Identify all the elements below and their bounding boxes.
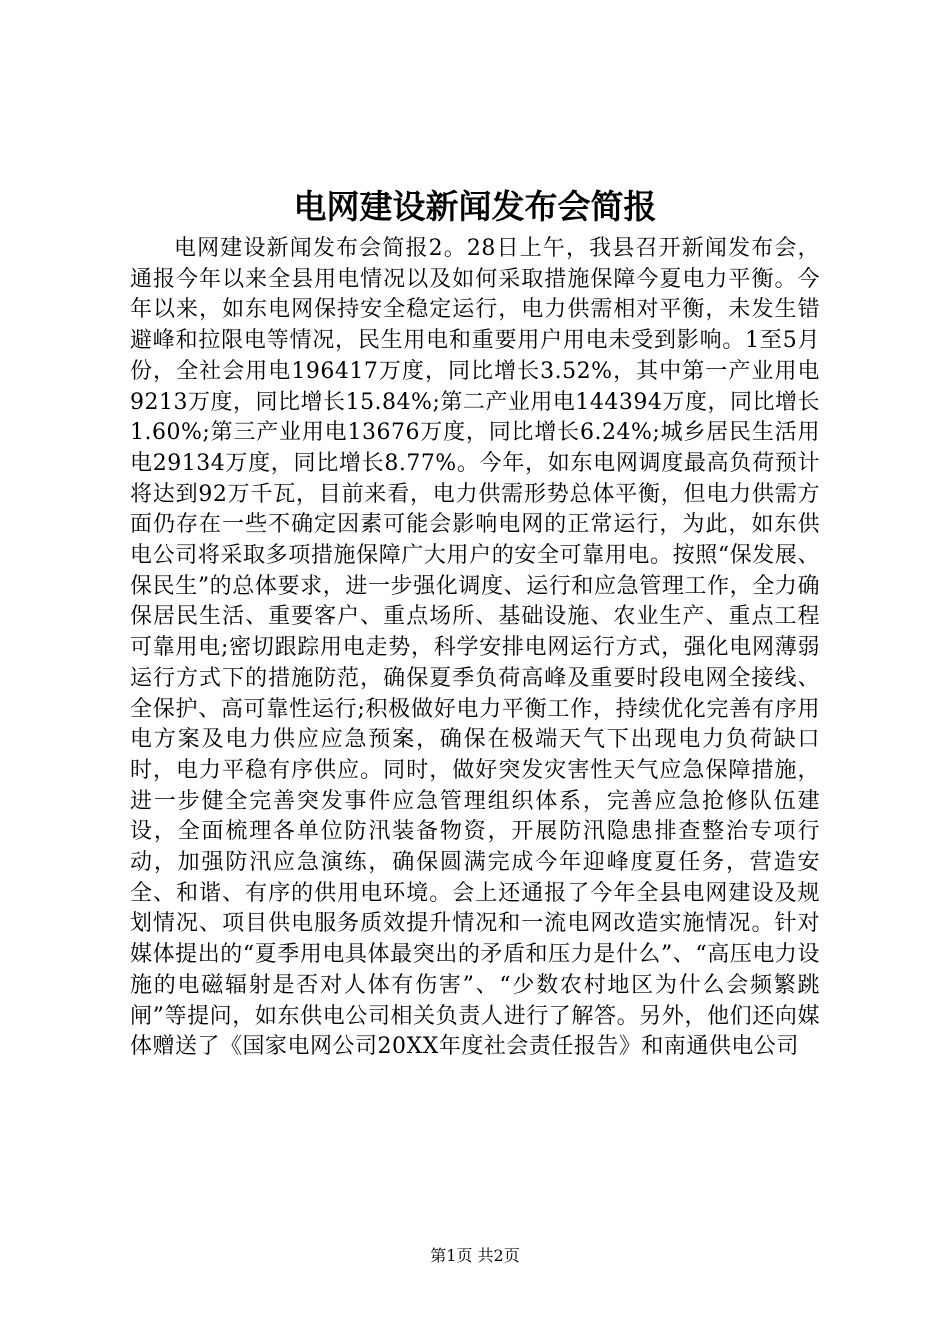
document-title: 电网建设新闻发布会简报 [293, 187, 657, 226]
page-footer: 第1页 共2页 [430, 1246, 520, 1265]
document-body-paragraph: 电网建设新闻发布会简报2。28日上午，我县召开新闻发布会，通报今年以来全县用电情况以及如何采取措施保障今夏电力平衡。今年以来，如东电网保持安全稳定运行，电力供需相对平衡，未发生错避峰和拉限电等情况，民生用电和重要用户用电未受到影响。1至5月份，全社会用电196417万度，同比增长3.52%，其中第一产业用电9213万度，同比增长15.84%;第二产业用电144394万度，同比增长1.60%;第三产业用电13676万度，同比增长6.24%;城乡居民生活用电29134万度，同比增长8.77%。今年，如东电网调度最高负荷预计将达到92万千瓦，目前来看，电力供需形势总体平衡，但电力供需方面仍存在一些不确定因素可能会影响电网的正常运行，为此，如东供电公司将采取多项措施保障广大用户的安全可靠用电。按照“保发展、保民生”的总体要求，进一步强化调度、运行和应急管理工作，全力确保居民生活、重要客户、重点场所、基础设施、农业生产、重点工程可靠用电;密切跟踪用电走势，科学安排电网运行方式，强化电网薄弱运行方式下的措施防范，确保夏季负荷高峰及重要时段电网全接线、全保护、高可靠性运行;积极做好电力平衡工作，持续优化完善有序用电方案及电力供应应急预案，确保在极端天气下出现电力负荷缺口时，电力平稳有序供应。同时，做好突发灾害性天气应急保障措施，进一步健全完善突发事件应急管理组织体系，完善应急抢修队伍建设，全面梳理各单位防汛装备物资，开展防汛隐患排查整治专项行动，加强防汛应急演练，确保圆满完成今年迎峰度夏任务，营造安全、和谐、有序的供用电环境。会上还通报了今年全县电网建设及规划情况、项目供电服务质效提升情况和一流电网改造实施情况。针对媒体提出的“夏季用电具体最突出的矛盾和压力是什么”、“高压电力设施的电磁辐射是否对人体有伤害”、“少数农村地区为什么会频繁跳闸”等提问，如东供电公司相关负责人进行了解答。另外，他们还向媒体赠送了《国家电网公司20XX年度社会责任报告》和南通供电公司 [130, 236, 820, 1060]
